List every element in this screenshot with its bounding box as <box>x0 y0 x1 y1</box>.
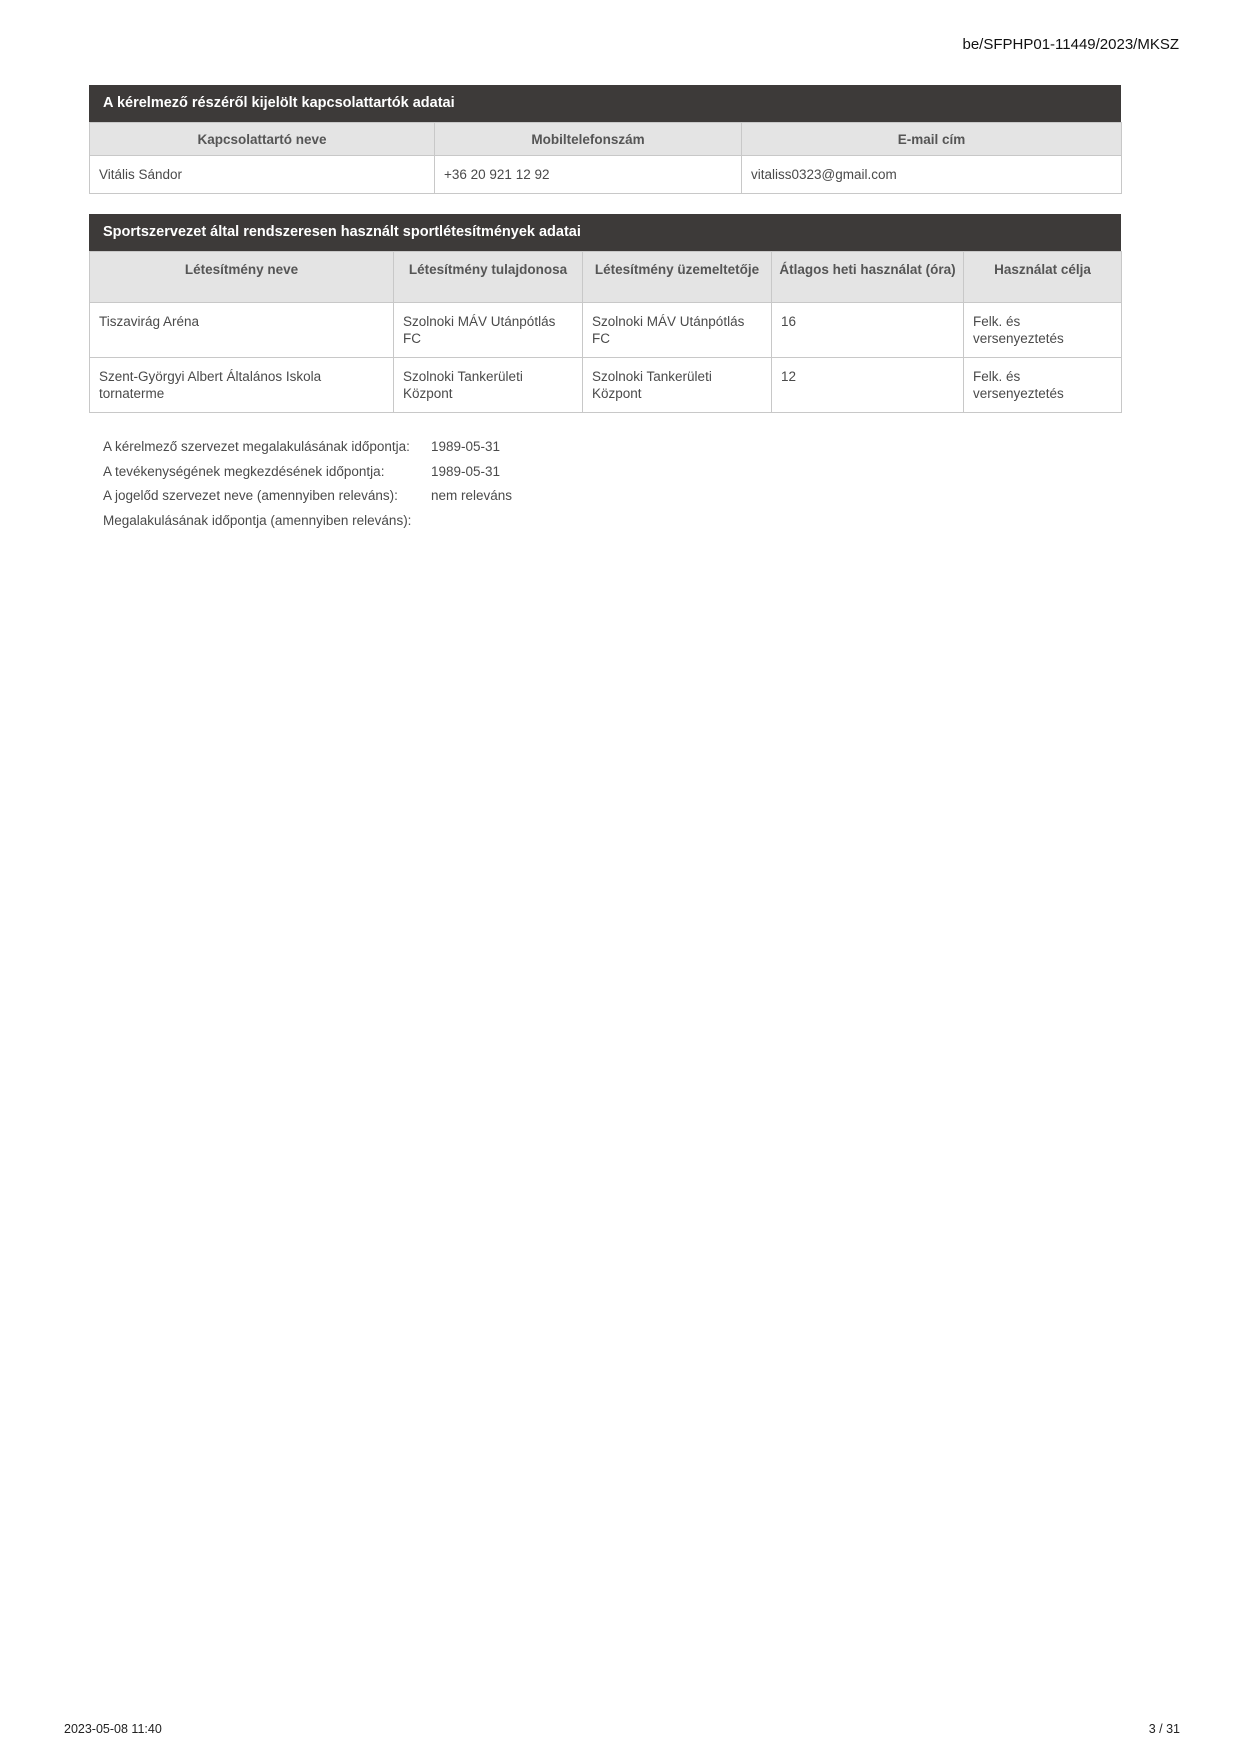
column-header-mobile: Mobiltelefonszám <box>435 123 742 156</box>
facility-usage-purpose: Felk. és versenyeztetés <box>964 358 1122 413</box>
table-row <box>90 303 1122 358</box>
column-header-email: E-mail cím <box>742 123 1122 156</box>
table-row <box>90 358 1122 413</box>
facility-owner: Szolnoki MÁV Utánpótlás FC <box>394 303 583 358</box>
column-header-usage-purpose: Használat célja <box>964 252 1122 303</box>
facility-weekly-usage: 16 <box>772 303 964 358</box>
column-header-facility-owner: Létesítmény tulajdonosa <box>394 252 583 303</box>
info-label: A tevékenységének megkezdésének időpontja: <box>103 463 385 479</box>
info-row-founding-date <box>103 435 512 460</box>
facilities-section <box>89 214 1121 413</box>
column-header-facility-operator: Létesítmény üzemeltetője <box>583 252 772 303</box>
contacts-table <box>89 122 1122 194</box>
facility-name: Tiszavirág Aréna <box>90 303 394 358</box>
page-number: 3 / 31 <box>1148 1722 1180 1736</box>
facility-operator: Szolnoki MÁV Utánpótlás FC <box>583 303 772 358</box>
info-label: Megalakulásának időpontja (amennyiben releváns): <box>103 512 412 528</box>
table-row <box>90 156 1122 194</box>
organization-info <box>103 435 512 533</box>
facilities-table <box>89 251 1122 413</box>
contact-email: vitaliss0323@gmail.com <box>742 156 1122 194</box>
column-header-facility-name: Létesítmény neve <box>90 252 394 303</box>
contact-name: Vitális Sándor <box>90 156 435 194</box>
contacts-section-title: A kérelmező részéről kijelölt kapcsolattartók adatai <box>89 85 1121 122</box>
document-id: be/SFPHP01-11449/2023/MKSZ <box>962 36 1179 53</box>
info-row-predecessor-founding <box>103 509 512 534</box>
info-label: A jogelőd szervezet neve (amennyiben releváns): <box>103 488 398 503</box>
info-row-predecessor-name <box>103 484 512 509</box>
column-header-weekly-usage: Átlagos heti használat (óra) <box>772 252 964 303</box>
info-value: 1989-05-31 <box>431 463 501 479</box>
contacts-section <box>89 85 1121 194</box>
table-header-row <box>90 252 1122 303</box>
facility-owner: Szolnoki Tankerületi Központ <box>394 358 583 413</box>
table-header-row <box>90 123 1122 156</box>
column-header-contact-name: Kapcsolattartó neve <box>90 123 435 156</box>
info-row-activity-start <box>103 460 512 485</box>
info-value: 1989-05-31 <box>431 439 501 454</box>
footer-timestamp: 2023-05-08 11:40 <box>64 1722 162 1736</box>
contact-mobile: +36 20 921 12 92 <box>435 156 742 194</box>
facility-operator: Szolnoki Tankerületi Központ <box>583 358 772 413</box>
facility-usage-purpose: Felk. és versenyeztetés <box>964 303 1122 358</box>
info-value: nem releváns <box>431 488 513 503</box>
facility-weekly-usage: 12 <box>772 358 964 413</box>
facilities-section-title: Sportszervezet által rendszeresen használt sportlétesítmények adatai <box>89 214 1121 251</box>
facility-name: Szent-Györgyi Albert Általános Iskola tornaterme <box>90 358 394 413</box>
info-label: A kérelmező szervezet megalakulásának időpontja: <box>103 439 410 454</box>
